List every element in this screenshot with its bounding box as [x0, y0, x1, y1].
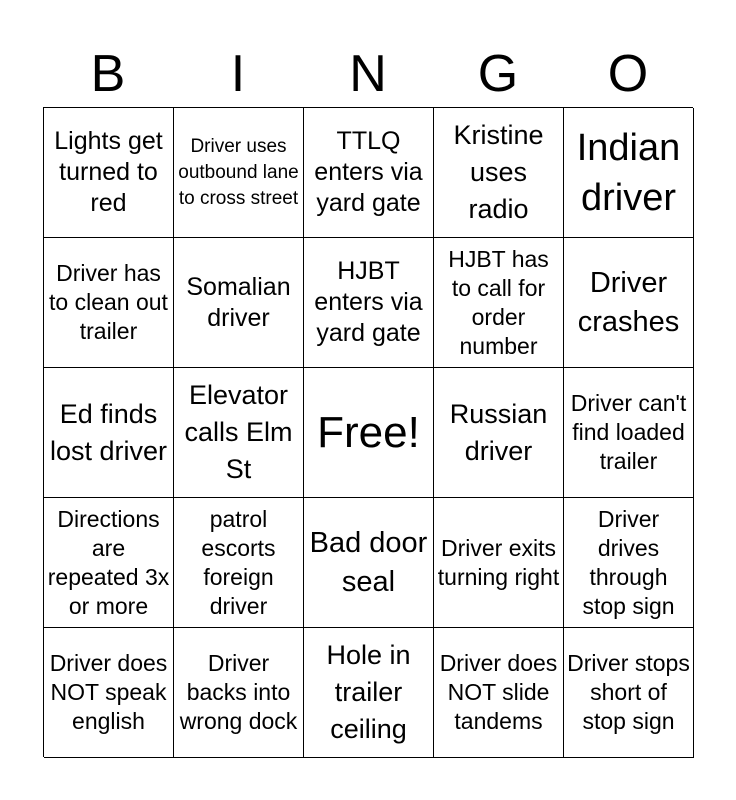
bingo-cell[interactable]: Driver drives through stop sign	[564, 498, 694, 628]
bingo-cell[interactable]: Driver crashes	[564, 238, 694, 368]
bingo-cell[interactable]: Russian driver	[434, 368, 564, 498]
bingo-header	[43, 40, 693, 108]
bingo-cell[interactable]: Ed finds lost driver	[44, 368, 174, 498]
bingo-cell[interactable]: Driver stops short of stop sign	[564, 628, 694, 758]
bingo-cell[interactable]: Bad door seal	[304, 498, 434, 628]
bingo-cell[interactable]: Driver has to clean out trailer	[44, 238, 174, 368]
bingo-board	[43, 107, 693, 757]
bingo-cell[interactable]: Driver does NOT slide tandems	[434, 628, 564, 758]
bingo-cell[interactable]: Kristine uses radio	[434, 108, 564, 238]
header-letter-g: G	[477, 45, 519, 103]
bingo-cell[interactable]: Lights get turned to red	[44, 108, 174, 238]
bingo-cell[interactable]: Driver can't find loaded trailer	[564, 368, 694, 498]
bingo-cell[interactable]: Somalian driver	[174, 238, 304, 368]
bingo-cell[interactable]: HJBT has to call for order number	[434, 238, 564, 368]
free-space-cell[interactable]: Free!	[304, 368, 434, 498]
bingo-cell[interactable]: Driver does NOT speak english	[44, 628, 174, 758]
bingo-cell[interactable]: Driver uses outbound lane to cross street	[174, 108, 304, 238]
bingo-cell[interactable]: Indian driver	[564, 108, 694, 238]
bingo-cell[interactable]: HJBT enters via yard gate	[304, 238, 434, 368]
bingo-cell[interactable]: Elevator calls Elm St	[174, 368, 304, 498]
bingo-cell[interactable]: Hole in trailer ceiling	[304, 628, 434, 758]
header-letter-n: N	[349, 45, 387, 103]
bingo-cell[interactable]: Driver backs into wrong dock	[174, 628, 304, 758]
bingo-cell[interactable]: Driver exits turning right	[434, 498, 564, 628]
header-letter-b: B	[90, 45, 126, 103]
bingo-cell[interactable]: TTLQ enters via yard gate	[304, 108, 434, 238]
bingo-cell[interactable]: patrol escorts foreign driver	[174, 498, 304, 628]
header-letter-o: O	[607, 45, 649, 103]
bingo-cell[interactable]: Directions are repeated 3x or more	[44, 498, 174, 628]
header-letter-i: I	[230, 45, 246, 103]
